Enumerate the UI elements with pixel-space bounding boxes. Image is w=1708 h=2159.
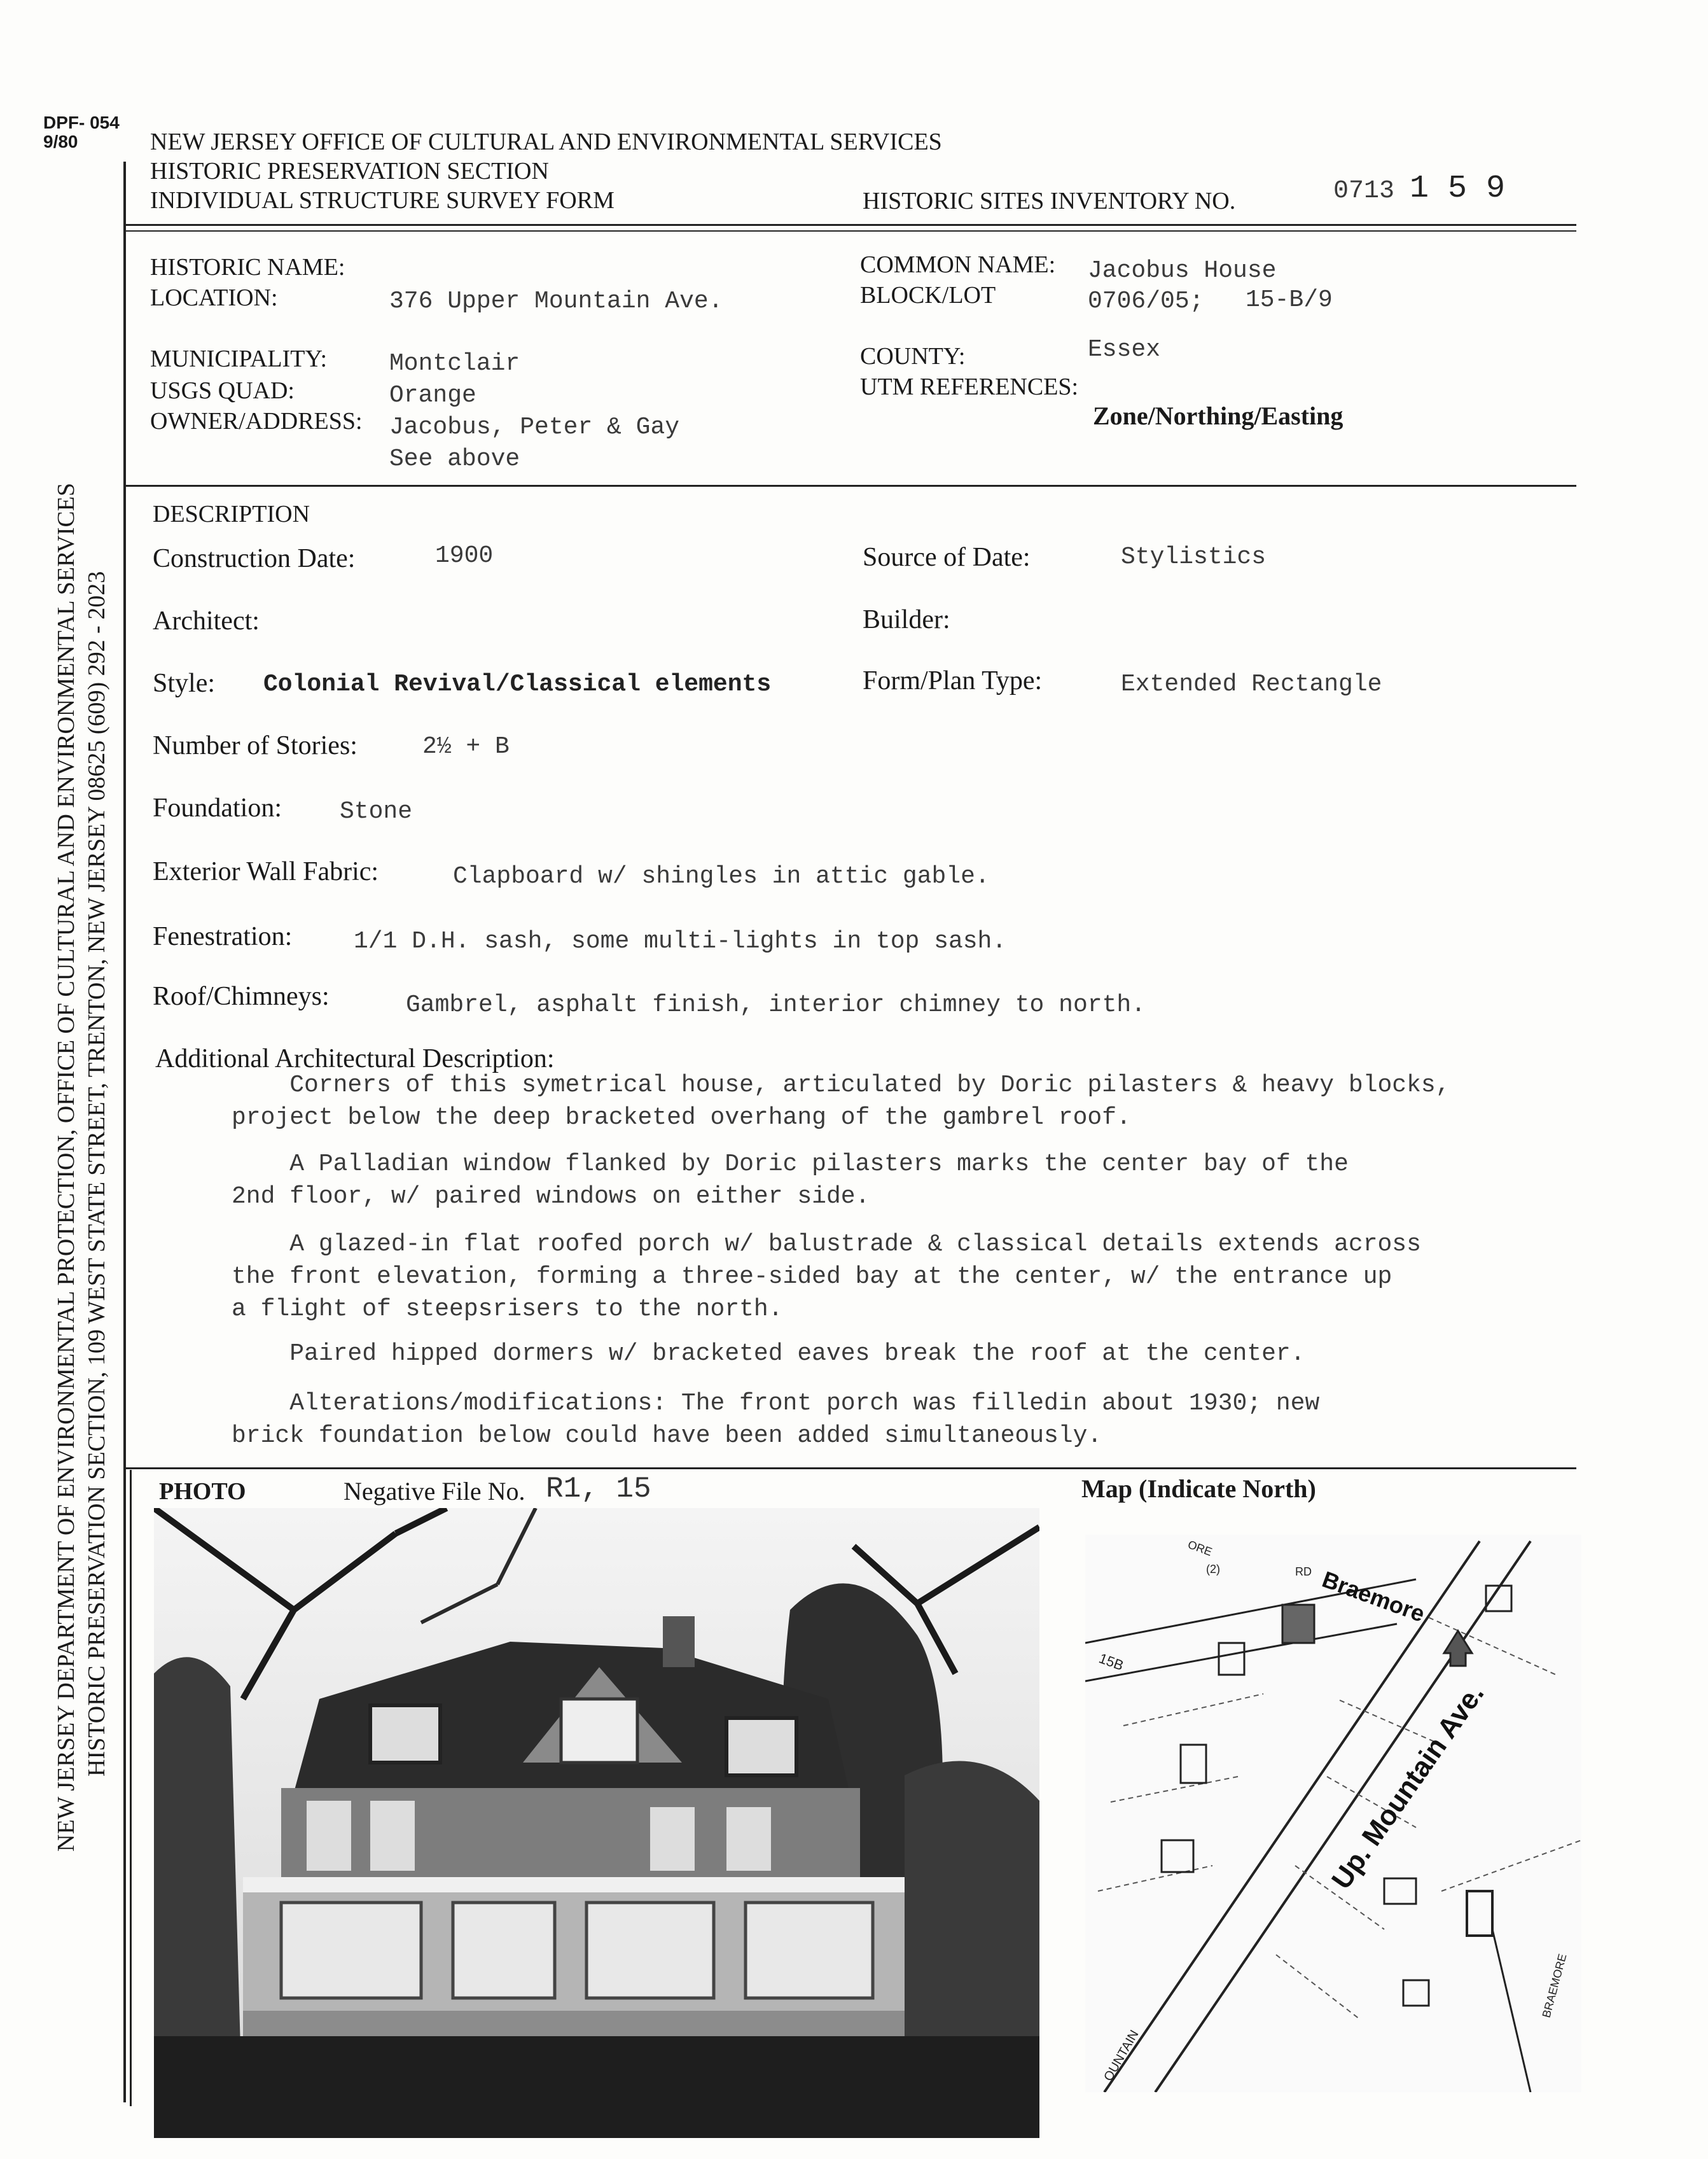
foundation-value: Stone [340, 798, 413, 825]
identity-rule [123, 485, 1576, 487]
stories-value: 2½ + B [422, 733, 510, 760]
map-lot-15b: 15B [1097, 1650, 1126, 1674]
fenestration-label: Fenestration: [153, 922, 293, 951]
stories-label: Number of Stories: [153, 731, 358, 760]
house-photo-image [154, 1508, 1039, 2138]
block-lot-value-2: 15-B/9 [1246, 286, 1333, 314]
location-map-drawing [1085, 1535, 1581, 2092]
map-lot-2: (2) [1206, 1563, 1220, 1576]
inventory-label: HISTORIC SITES INVENTORY NO. [863, 188, 1236, 214]
historic-name-label: HISTORIC NAME: [150, 254, 345, 281]
block-lot-label: BLOCK/LOT [860, 282, 996, 309]
usgs-quad-value: Orange [389, 382, 476, 409]
description-paragraph-4: Paired hipped dormers w/ bracketed eaves break the roof at the center. [232, 1340, 1305, 1367]
house-photo [154, 1508, 1039, 2138]
negative-file-value: R1, 15 [546, 1472, 651, 1506]
location-value: 376 Upper Mountain Ave. [389, 288, 723, 315]
inventory-number: 1 5 9 [1410, 171, 1506, 207]
form-plan-value: Extended Rectangle [1121, 671, 1382, 698]
inventory-prefix: 0713 [1333, 177, 1395, 206]
block-lot-value: 0706/05; [1088, 288, 1204, 315]
county-value: Essex [1088, 336, 1161, 363]
map-lot-ore: ORE [1186, 1537, 1214, 1559]
wall-fabric-label: Exterior Wall Fabric: [153, 857, 379, 886]
location-label: LOCATION: [150, 284, 278, 311]
header-section: HISTORIC PRESERVATION SECTION [150, 158, 549, 185]
construction-date-value: 1900 [435, 542, 494, 569]
side-address-text: HISTORIC PRESERVATION SECTION, 109 WEST STATE STREET, TRENTON, NEW JERSEY 08625 (609) 292 - 2023 [83, 571, 110, 1777]
negative-file-label: Negative File No. [344, 1477, 525, 1506]
description-paragraph-2: A Palladian window flanked by Doric pilasters marks the center bay of the 2nd floor, w/ paired windows on either side. [232, 1150, 1349, 1210]
form-plan-label: Form/Plan Type: [863, 666, 1043, 695]
source-of-date-value: Stylistics [1121, 543, 1267, 571]
map-street-bottom: OUNTAIN [1101, 2027, 1142, 2084]
form-code-number: DPF- 054 [43, 113, 120, 132]
map-street-top-prefix: RD [1295, 1565, 1312, 1578]
photo-label: PHOTO [159, 1478, 246, 1505]
roof-label: Roof/Chimneys: [153, 982, 330, 1011]
description-rule [123, 1467, 1576, 1469]
roof-value: Gambrel, asphalt finish, interior chimney to north. [406, 991, 1146, 1019]
wall-fabric-value: Clapboard w/ shingles in attic gable. [453, 863, 990, 890]
architect-label: Architect: [153, 606, 260, 636]
map-street-right: BRAEMORE [1539, 1952, 1569, 2020]
style-value: Colonial Revival/Classical elements [263, 671, 772, 698]
description-paragraph-3: A glazed-in flat roofed porch w/ balustrade & classical details extends across the front elevation, forming a three-sided bay at the center, w/ the entrance up a flight of steepsrisers to the north. [232, 1231, 1421, 1323]
owner-value: Jacobus, Peter & Gay [389, 414, 680, 441]
description-label: DESCRIPTION [153, 501, 310, 528]
owner-address-value: See above [389, 445, 520, 473]
left-border [123, 162, 126, 2102]
usgs-quad-label: USGS QUAD: [150, 377, 295, 404]
location-map [1085, 1535, 1581, 2092]
owner-address-label: OWNER/ADDRESS: [150, 408, 363, 435]
fenestration-value: 1/1 D.H. sash, some multi-lights in top sash. [354, 928, 1007, 955]
description-paragraph-1: Corners of this symetrical house, articulated by Doric pilasters & heavy blocks, project below the deep bracketed overhang of the gambrel roof. [232, 1072, 1450, 1131]
header-rule-2 [123, 230, 1576, 232]
style-label: Style: [153, 669, 216, 698]
utm-sub-label: Zone/Northing/Easting [1093, 402, 1343, 430]
map-street-top: Braemore [1319, 1565, 1429, 1628]
description-paragraph-5: Alterations/modifications: The front porch was filledin about 1930; new brick foundation below could have been added simultaneously. [232, 1390, 1320, 1450]
municipality-value: Montclair [389, 350, 520, 377]
additional-description-label: Additional Architectural Description: [155, 1044, 555, 1073]
left-border-inner [130, 1470, 132, 2106]
foundation-label: Foundation: [153, 793, 282, 823]
map-label: Map (Indicate North) [1081, 1474, 1316, 1503]
header-agency: NEW JERSEY OFFICE OF CULTURAL AND ENVIRONMENTAL SERVICES [150, 129, 942, 155]
form-code-date: 9/80 [43, 132, 78, 151]
source-of-date-label: Source of Date: [863, 543, 1031, 572]
construction-date-label: Construction Date: [153, 544, 356, 573]
county-label: COUNTY: [860, 343, 966, 370]
header-block [150, 127, 942, 215]
common-name-label: COMMON NAME: [860, 251, 1056, 278]
map-street-main: Up. Mountain Ave. [1326, 1678, 1490, 1895]
form-code [43, 113, 120, 151]
header-form-title: INDIVIDUAL STRUCTURE SURVEY FORM [150, 187, 614, 214]
common-name-value: Jacobus House [1088, 257, 1277, 284]
utm-label: UTM REFERENCES: [860, 374, 1079, 400]
municipality-label: MUNICIPALITY: [150, 346, 328, 372]
header-rule [123, 224, 1576, 226]
builder-label: Builder: [863, 605, 950, 634]
side-agency-text: NEW JERSEY DEPARTMENT OF ENVIRONMENTAL PROTECTION, OFFICE OF CULTURAL AND ENVIRONMENTAL SERVICES [53, 482, 80, 1852]
